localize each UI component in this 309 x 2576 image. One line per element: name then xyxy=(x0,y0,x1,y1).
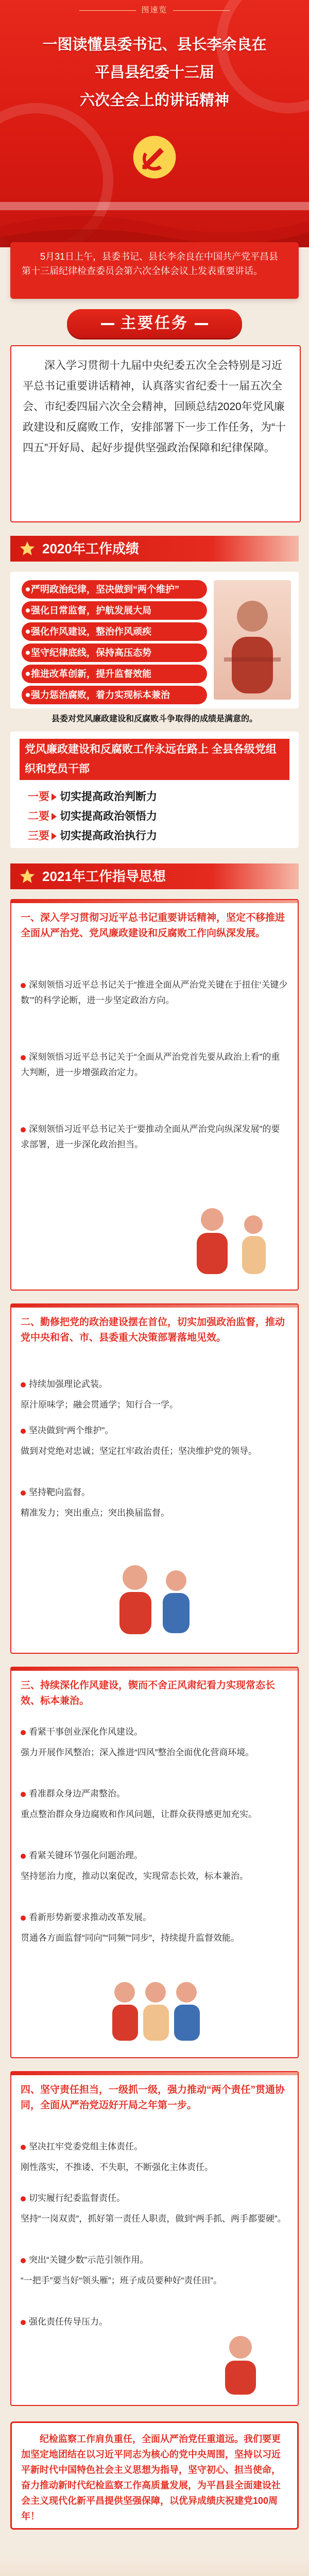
illustration-people xyxy=(99,1552,212,1639)
card-bullet: 坚决做到“两个维护”。 xyxy=(21,1423,288,1438)
achievement-item: 推进改革创新，提升监督效能 xyxy=(22,665,207,683)
requirement-item: 二要 切实提高政治领悟力 xyxy=(28,810,157,822)
requirements-title: 党风廉政建设和反腐败工作永远在路上 全县各级党组织和党员干部 xyxy=(20,739,289,780)
card-line: 重点整治群众身边腐败和作风问题，让群众获得感更加充实。 xyxy=(21,1809,257,1819)
card-bullet: 深刻领悟习近平总书记关于“推进全面从严治党关键在于扭住‘关键少数’”的科学论断，进一步坚定政治方向。 xyxy=(21,980,288,1005)
task-text: 深入学习贯彻十九届中央纪委五次全会特别是习近平总书记重要讲话精神，认真落实省纪委十一届五次全会、市纪委四届六次全会精神，回顾总结2020年党风廉政建设和反腐败工作，安排部署下一步工作任务，为“十四五”开好局、起好步提供坚强政治保障和纪律保障。 xyxy=(23,360,286,454)
decor-wave xyxy=(0,196,309,247)
requirement-item: 三要 切实提高政治执行力 xyxy=(28,830,157,842)
card-bullet: 看新形势新要求推动改革发展。 xyxy=(21,1910,288,1925)
card-line: “一把手”要当好“领头雁”；班子成员要种好“责任田”。 xyxy=(21,2276,222,2285)
requirements-panel xyxy=(10,732,299,848)
card-bullet: 看紧干事创业深化作风建设。 xyxy=(21,1724,288,1740)
illustration-people xyxy=(181,1199,284,1281)
card-bullet: 强化责任传导压力。 xyxy=(21,2314,288,2330)
guide-card-2 xyxy=(10,1303,299,1654)
illustration-photo xyxy=(214,580,291,700)
intro-box xyxy=(10,242,299,299)
achievement-item: 强力惩治腐败，着力实现标本兼治 xyxy=(22,686,207,704)
card-bullet: 深刻领悟习近平总书记关于“要推动全面从严治党向纵深发展”的要求部署，进一步深化政治担当。 xyxy=(21,1124,280,1149)
task-box xyxy=(10,345,301,522)
achievement-item: 强化作风建设，整治作风顽疾 xyxy=(22,622,207,641)
illustration-person xyxy=(197,2330,284,2397)
guide-card-3 xyxy=(10,1667,299,2058)
title-line-3: 六次全会上的讲话精神 xyxy=(79,92,229,109)
card-line: 贯通各方面监督“同向”“同频”“同步”，持续提升监督效能。 xyxy=(21,1933,239,1943)
achievement-item: 强化日常监督，护航发展大局 xyxy=(22,601,207,620)
party-emblem-icon xyxy=(131,134,178,180)
achievement-item: 坚守纪律底线，保持高压态势 xyxy=(22,643,207,662)
achievements-note: 县委对党风廉政建设和反腐败斗争取得的成绩是满意的。 xyxy=(51,715,258,723)
card-bullet: 持续加强理论武装。 xyxy=(21,1377,288,1392)
title-line-1: 一图读懂县委书记、县长李余良在 xyxy=(42,37,267,53)
card-bullet: 坚决扛牢党委党组主体责任。 xyxy=(21,2139,288,2155)
closing-box xyxy=(10,2421,299,2530)
card-bullet: 突出“关键少数”示范引领作用。 xyxy=(21,2252,288,2268)
task-heading: 主要任务 xyxy=(67,309,242,338)
achievements-list xyxy=(22,580,207,707)
arrow-icon xyxy=(52,793,57,801)
achievements-heading: 2020年工作成绩 xyxy=(10,536,299,562)
card-bullet: 看准群众身边严肃整治。 xyxy=(21,1786,288,1802)
illustration-team xyxy=(94,1972,217,2049)
card-heading: 三、持续深化作风建设，锲而不舍正风肃纪看力实现常态长效、标本兼治。 xyxy=(21,1680,276,1706)
closing-text: 纪检监察工作肩负重任，全面从严治党任重道远。我们要更加坚定地团结在以习近平同志为核心的党中央周围，坚持以习近平新时代中国特色社会主义思想为指导，坚守初心、担当使命，奋力推动新时代纪检监察工作高质量发展，为平昌县全面建设社会主义现代化新平昌提供坚强保障，以优异成绩庆祝建党100周年！ xyxy=(21,2434,281,2521)
hero-header xyxy=(0,0,309,247)
arrow-icon xyxy=(52,813,57,820)
arrow-icon xyxy=(52,833,57,840)
achievements-box xyxy=(10,572,299,708)
guide-card-1 xyxy=(10,899,299,1291)
page-title xyxy=(10,31,299,114)
card-heading: 二、勤修把党的政治建设摆在首位，切实加强政治监督，推动党中央和省、市、县委重大决策部署落地见效。 xyxy=(21,1317,285,1343)
card-line: 坚持“一岗双责”，抓好第一责任人职责，做到“两手抓、两手都要硬”。 xyxy=(21,2214,286,2224)
title-line-2: 平昌县纪委十三届 xyxy=(94,64,214,81)
card-line: 做到对党绝对忠诚；坚定扛牢政治责任；坚决维护党的领导。 xyxy=(21,1446,257,1456)
card-bullet: 切实履行纪委监督责任。 xyxy=(21,2191,288,2206)
intro-text: 5月31日上午，县委书记、县长李余良在中国共产党平昌县第十三届纪律检查委员会第六次全体会议上发表重要讲话。 xyxy=(22,251,279,276)
card-line: 精准发力；突出重点；突出换届监督。 xyxy=(21,1508,169,1518)
card-bullet: 深刻领悟习近平总书记关于“全面从严治党首先要从政治上看”的重大判断，进一步增强政治定力。 xyxy=(21,1052,280,1077)
guide-heading: 2021年工作指导思想 xyxy=(10,863,299,889)
card-bullet: 坚持靶向监督。 xyxy=(21,1485,288,1500)
card-line: 坚持惩治力度，推动以案促改，实现常态长效，标本兼治。 xyxy=(21,1871,248,1881)
footer xyxy=(0,2555,309,2576)
card-heading: 一、深入学习贯彻习近平总书记重要讲话精神，坚定不移推进全面从严治党、党风廉政建设和反腐败工作向纵深发展。 xyxy=(21,912,285,939)
card-heading: 四、坚守责任担当，一级抓一级，强力推动“两个责任”贯通协同，全面从严治党迈好开局之年第一步。 xyxy=(21,2084,285,2111)
achievement-item: 严明政治纪律，坚决做到“两个维护” xyxy=(22,580,207,599)
card-bullet: 看紧关键环节强化问题治理。 xyxy=(21,1848,288,1863)
requirement-item: 一要 切实提高政治判断力 xyxy=(28,791,157,803)
card-line: 刚性落实，不推诿、不失职，不断强化主体责任。 xyxy=(21,2162,213,2172)
star-icon xyxy=(19,540,36,557)
star-icon xyxy=(19,868,36,885)
guide-card-4 xyxy=(10,2071,299,2406)
hero-tag: 图速览 xyxy=(0,4,309,15)
card-line: 强力开展作风整治；深入推进“四风”整治全面优化营商环境。 xyxy=(21,1748,254,1757)
card-line: 原汁原味学；融会贯通学；知行合一学。 xyxy=(21,1400,178,1410)
